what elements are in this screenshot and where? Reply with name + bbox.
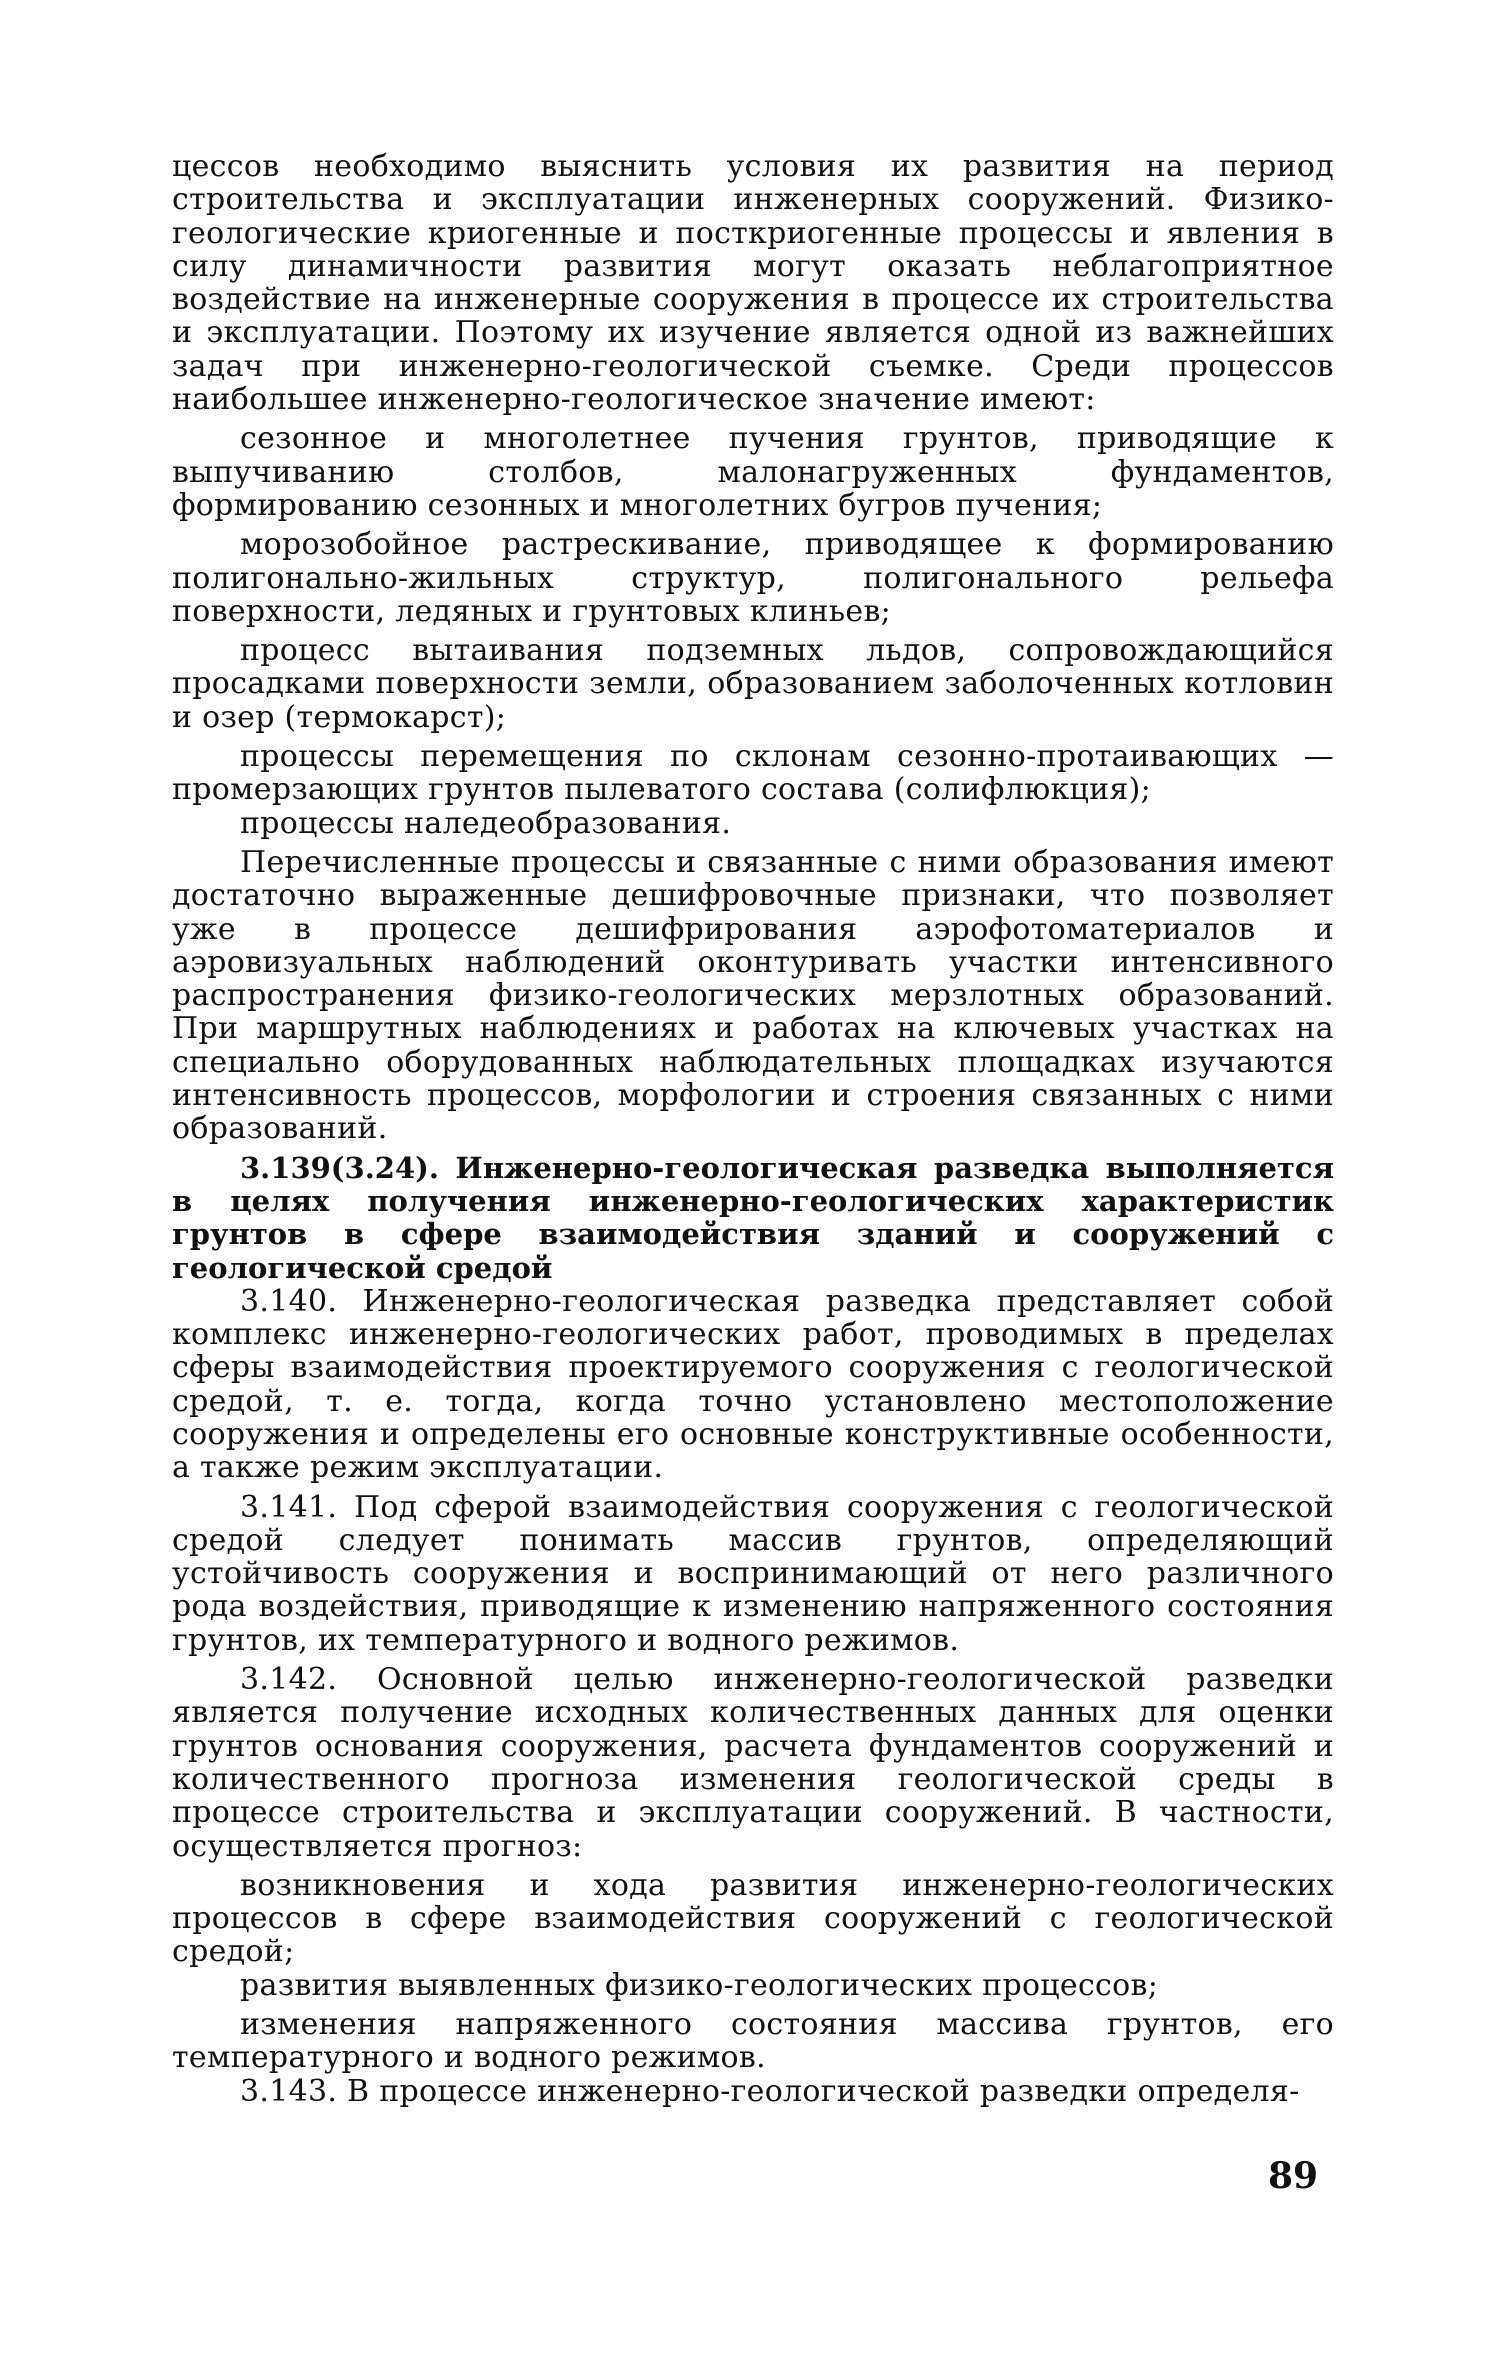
- list-item-thermokarst: процесс вытаивания подземных льдов, сопровождающийся просадками поверхности земли, образованием заболоченных котловин и озер (термокарст);: [172, 633, 1334, 735]
- paragraph-listed-processes: Перечисленные процессы и связанные с ними образования имеют достаточно выраженные дешифровочные признаки, что позволяет уже в процессе дешифрирования аэрофотоматериалов и аэровизуальных наблюдений оконтуривать участки интенсивного распространения физико-геологических мерзлотных образований. При маршрутных наблюдениях и работах на ключевых участках на специально оборудованных наблюдательных площадках изучаются интенсивность процессов, морфологии и строения связанных с ними образований.: [172, 844, 1334, 1147]
- section-3-141: 3.141. Под сферой взаимодействия сооружения с геологической средой следует понимать массив грунтов, определяющий устойчивость сооружения и воспринимающий от него различного рода воздействия, приводящие к изменению напряженного состояния грунтов, их температурного и водного режимов.: [172, 1489, 1334, 1658]
- paragraph-intro: цессов необходимо выяснить условия их развития на период строительства и эксплуатации инженерных сооружений. Физико-геологические криогенные и посткриогенные процессы и явления в силу динамичности развития могут оказать неблагоприятное воздействие на инженерные сооружения в процессе их строительства и эксплуатации. Поэтому их изучение является одной из важнейших задач при инженерно-геологической съемке. Среди процессов наибольшее инженерно-геологическое значение имеют:: [172, 149, 1334, 418]
- forecast-item-stress-state: изменения напряженного состояния массива грунтов, его температурного и водного режимов.: [172, 2007, 1334, 2076]
- section-3-142: 3.142. Основной целью инженерно-геологической разведки является получение исходных количественных данных для оценки грунтов основания сооружения, расчета фундаментов сооружений и количественного прогноза изменения геологической среды в процессе строительства и эксплуатации сооружений. В частности, осуществляется прогноз:: [172, 1662, 1334, 1864]
- list-item-solifluction: процессы перемещения по склонам сезонно-протаивающих — промерзающих грунтов пылеватого состава (солифлюкция);: [172, 739, 1334, 808]
- body-text: [172, 150, 1334, 2108]
- list-item-frost-cracking: морозобойное растрескивание, приводящее к формированию полигонально-жильных структур, полигонального рельефа поверхности, ледяных и грунтовых клиньев;: [172, 527, 1334, 629]
- list-item-icing: процессы наледеобразования.: [240, 805, 732, 841]
- forecast-item-physical-geological: развития выявленных физико-геологических процессов;: [240, 1967, 1159, 2003]
- section-3-139-heading: 3.139(3.24). Инженерно-геологическая разведка выполняется в целях получения инженерно-геологических характеристик грунтов в сфере взаимодействия зданий и сооружений с геологической средой: [172, 1150, 1334, 1285]
- section-3-143: 3.143. В процессе инженерно-геологической разведки определя-: [240, 2073, 1300, 2109]
- section-3-140: 3.140. Инженерно-геологическая разведка представляет собой комплекс инженерно-геологических работ, проводимых в пределах сферы взаимодействия проектируемого сооружения с геологической средой, т. е. тогда, когда точно установлено местоположение сооружения и определены его основные конструктивные особенности, а также режим эксплуатации.: [172, 1283, 1334, 1486]
- forecast-item-processes: возникновения и хода развития инженерно-геологических процессов в сфере взаимодействия сооружений с геологической средой;: [172, 1867, 1334, 1970]
- list-item-heaving: сезонное и многолетнее пучения грунтов, приводящие к выпучиванию столбов, малонагруженных фундаментов, формированию сезонных и многолетних бугров пучения;: [172, 421, 1334, 523]
- page-number: 89: [1268, 2155, 1319, 2197]
